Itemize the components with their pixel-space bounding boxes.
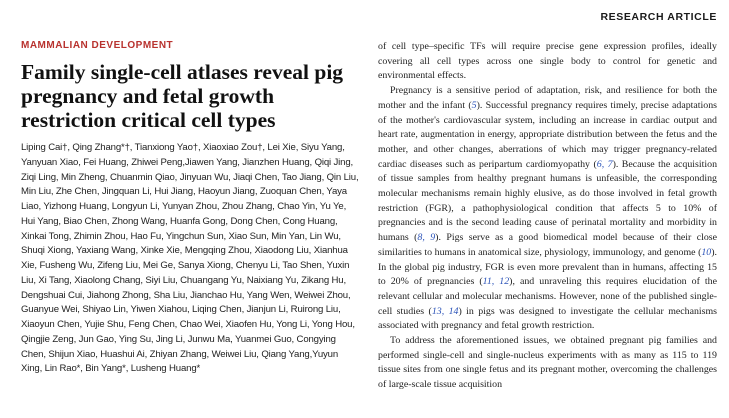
citation-link[interactable]: 8, 9 [417,232,436,244]
citation-link[interactable]: 5 [471,99,477,111]
paragraph-text: ). In the global pig industry, FGR is even more prevalent than in humans, affecting 15 to 20% of pregnancies ( [378,246,717,288]
article-category: MAMMALIAN DEVELOPMENT [21,40,174,51]
paragraph-text: Pregnancy is a sensitive period of adaptation, risk, and resilience for both the mother and the infant ( [378,85,717,111]
citation-link[interactable]: 6, 7 [596,158,613,170]
body-paragraph-2 [378,84,717,334]
article-title: Family single-cell atlases reveal pig pregnancy and fetal growth restriction critical cell types [21,60,344,132]
paragraph-text: ), and unraveling this requires elucidation of the relevant cellular and molecular mechanisms. However, none of the published single-cell studies ( [378,276,717,317]
citation-link[interactable]: 11, 12 [482,276,510,288]
author-list: Liping Cai†, Qing Zhang*†, Tianxiong Yao†, Xiaoxiao Zou†, Lei Xie, Siyu Yang, Yanyuan Xiao, Fei Huang, Zhiwei Peng,Jiawen Yang, Jianzhen Huang, Qiqi Jing, Ziqi Ling, Min Zheng, Chuanmin Qiao, Jinyuan Wu, Jiaqi Chen, Tao Jiang, Qin Liu, Min Liu, Zhe Chen, Jingquan Li, Hui Jiang, Haoyun Jiang, Zuoquan Chen, Yaya Liao, Yizhong Huang, Longyun Li, Yunyan Zhou, Zhou Zhang, Chao Yin, Yu Ye, Hui Yang, Biao Chen, Zhong Wang, Huanfa Gong, Dong Chen, Cong Huang, Xinkai Tong, Zhimin Zhou, Hao Fu, Yingchun Sun, Xiao Sun, Min Yan, Lin Wu, Shuqi Xiong, Yaxiang Wang, Xinke Xie, Mengqing Zhou, Xiaodong Liu, Xianhua Xie, Fusheng Wu, Zifeng Liu, Mei Ge, Sanya Xiong, Chenyu Li, Tao Shen, Yuxin Liu, Xi Tang, Xiaolong Chang, Siyi Liu, Chuangang Yu, Naixiang Yu, Zikang Hu, Dengshuai Cui, Jiahong Zhong, Sha Liu, Jianchao Hu, Yang Wen, Weiwei Zhou, Guanyue Wei, Shiyao Lin, Yiwen Xiahou, Liqing Chen, Jianjun Li, Ruirong Liu, Xiaoyun Chen, Yujie Shu, Feng Chen, Chao Wei, Xiaofen Hu, Yong Li, Yong Hou, Qingjie Zeng, Jun Gao, Ying Su, Jing Li, Junwu Ma, Yuanmei Guo, Congying Chen, Shijun Xiao, Huashui Ai, Zhiyan Zhang, Weiwei Liu, Qiang Yang,Yuyun Xing, Lin Rao*, Bin Yang*, Lusheng Huang* [21,142,359,375]
journal-section-header: RESEARCH ARTICLE [600,11,717,23]
body-paragraph-1: of cell type–specific TFs will require precise gene expression profiles, ideally covering all cell types across one single body to control for genetic and environmental effects. [378,41,717,82]
body-paragraph-3: To address the aforementioned issues, we obtained pregnant pig families and performed single-cell and single-nucleus experiments with as many as 115 to 119 tissue sites from one single fetus and its pregnant mother, overcoming the challenges of large-scale tissue acquisition [378,335,717,391]
paragraph-text: ). Successful pregnancy requires timely, precise adaptations of the mother's cardiovascular system, including an increase in cardiac output and heart rate, augmentation in energy, appropriate distribution between the fetus and the mother, and other changes, aberrations of which may trigger pregnancy-related cardiac diseases such as peripartum cardiomyopathy ( [378,99,717,170]
paragraph-text: ) in pigs was designed to investigate the cellular mechanisms associated with pregnancy and fetal growth restriction. [378,305,718,332]
citation-link[interactable]: 10 [701,246,712,258]
paragraph-text: ). Pigs serve as a good biomedical model because of their close similarities to humans in anatomical size, physiology, immunology, and genome ( [378,232,717,258]
citation-link[interactable]: 13, 14 [431,305,459,317]
paragraph-text: ). Because the acquisition of tissue samples from healthy pregnant humans is unfeasible, the corresponding molecular mechanisms remain highly elusive, as do those involved in fetal growth restriction (FGR), a pathophysiological condition that affects 5 to 10% of pregnancies and is the second leading cause of perinatal mortality and morbidity in humans ( [378,158,718,244]
article-body-column [378,40,717,393]
article-heading-column [21,40,359,377]
